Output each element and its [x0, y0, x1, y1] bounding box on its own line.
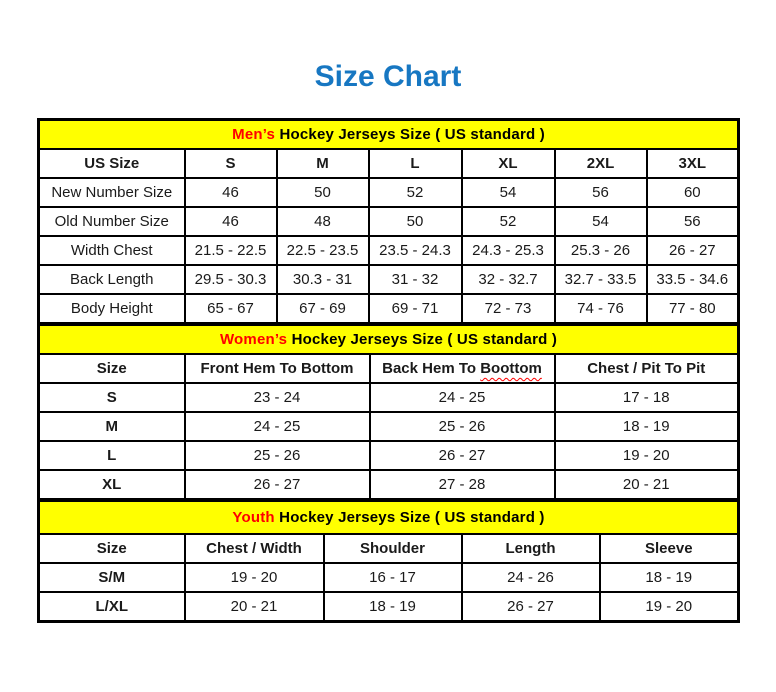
womens-banner-highlight: Women’s — [219, 331, 288, 348]
column-header: XL — [462, 149, 555, 178]
size-value: 54 — [462, 178, 555, 207]
table-row — [39, 441, 739, 470]
row-label: Back Length — [39, 265, 185, 294]
size-value: 24 - 26 — [462, 563, 600, 592]
row-label: M — [39, 412, 185, 441]
size-value: 72 - 73 — [462, 294, 555, 324]
table-row — [39, 592, 739, 622]
youth-banner-text: Hockey Jerseys Size ( US standard ) — [274, 509, 545, 526]
youth-size-table — [37, 499, 740, 623]
womens-section-banner — [39, 325, 739, 355]
row-label: L — [39, 441, 185, 470]
size-value: 52 — [369, 178, 462, 207]
womens-banner-row — [39, 325, 739, 355]
row-label: XL — [39, 470, 185, 500]
row-label: Width Chest — [39, 236, 185, 265]
size-value: 46 — [185, 207, 277, 236]
size-value: 54 — [555, 207, 647, 236]
column-header: Front Hem To Bottom — [185, 354, 370, 383]
column-header: US Size — [39, 149, 185, 178]
size-value: 50 — [369, 207, 462, 236]
size-value: 25 - 26 — [370, 412, 555, 441]
row-label: L/XL — [39, 592, 185, 622]
table-row — [39, 294, 739, 324]
size-value: 69 - 71 — [369, 294, 462, 324]
size-value: 26 - 27 — [647, 236, 739, 265]
mens-banner-highlight: Men’s — [232, 126, 276, 143]
mens-section-banner — [39, 120, 739, 150]
size-value: 16 - 17 — [324, 563, 462, 592]
table-row — [39, 563, 739, 592]
size-value: 25 - 26 — [185, 441, 370, 470]
size-value: 48 — [277, 207, 369, 236]
row-label: New Number Size — [39, 178, 185, 207]
column-header: Length — [462, 534, 600, 563]
size-value: 24 - 25 — [185, 412, 370, 441]
mens-size-table — [37, 118, 740, 325]
table-row — [39, 265, 739, 294]
size-value: 20 - 21 — [185, 592, 324, 622]
size-value: 23 - 24 — [185, 383, 370, 412]
page-title: Size Chart — [314, 60, 462, 93]
row-label: S — [39, 383, 185, 412]
size-value: 60 — [647, 178, 739, 207]
size-value: 18 - 19 — [324, 592, 462, 622]
size-value: 32.7 - 33.5 — [555, 265, 647, 294]
table-row — [39, 470, 739, 500]
size-value: 23.5 - 24.3 — [369, 236, 462, 265]
column-header — [370, 354, 555, 383]
size-value: 26 - 27 — [370, 441, 555, 470]
table-row — [39, 178, 739, 207]
table-row — [39, 412, 739, 441]
size-value: 19 - 20 — [600, 592, 739, 622]
youth-section-banner — [39, 501, 739, 535]
mens-header-row — [39, 149, 739, 178]
size-value: 56 — [555, 178, 647, 207]
size-value: 21.5 - 22.5 — [185, 236, 277, 265]
size-value: 29.5 - 30.3 — [185, 265, 277, 294]
size-value: 33.5 - 34.6 — [647, 265, 739, 294]
column-header: Sleeve — [600, 534, 739, 563]
size-value: 67 - 69 — [277, 294, 369, 324]
misspelled-word: Boottom — [480, 360, 542, 377]
size-value: 74 - 76 — [555, 294, 647, 324]
size-value: 31 - 32 — [369, 265, 462, 294]
size-value: 46 — [185, 178, 277, 207]
column-header: S — [185, 149, 277, 178]
size-value: 50 — [277, 178, 369, 207]
size-value: 27 - 28 — [370, 470, 555, 500]
size-value: 17 - 18 — [555, 383, 739, 412]
column-header: Chest / Pit To Pit — [555, 354, 739, 383]
row-label: Old Number Size — [39, 207, 185, 236]
mens-banner-text: Hockey Jerseys Size ( US standard ) — [275, 126, 545, 143]
row-label: Body Height — [39, 294, 185, 324]
column-header: Shoulder — [324, 534, 462, 563]
mens-banner-row — [39, 120, 739, 150]
column-header: 2XL — [555, 149, 647, 178]
womens-size-table — [37, 323, 740, 501]
womens-banner-text: Hockey Jerseys Size ( US standard ) — [287, 331, 558, 348]
size-value: 24 - 25 — [370, 383, 555, 412]
size-value: 25.3 - 26 — [555, 236, 647, 265]
size-value: 65 - 67 — [185, 294, 277, 324]
column-header-text: Back Hem To — [382, 360, 481, 377]
size-value: 18 - 19 — [555, 412, 739, 441]
table-row — [39, 236, 739, 265]
column-header: Chest / Width — [185, 534, 324, 563]
size-chart-tables — [37, 118, 737, 623]
size-value: 26 - 27 — [185, 470, 370, 500]
table-row — [39, 383, 739, 412]
size-value: 26 - 27 — [462, 592, 600, 622]
youth-banner-row — [39, 501, 739, 535]
size-value: 19 - 20 — [555, 441, 739, 470]
column-header: M — [277, 149, 369, 178]
table-row — [39, 207, 739, 236]
size-value: 30.3 - 31 — [277, 265, 369, 294]
size-value: 32 - 32.7 — [462, 265, 555, 294]
size-value: 22.5 - 23.5 — [277, 236, 369, 265]
size-value: 19 - 20 — [185, 563, 324, 592]
column-header: Size — [39, 534, 185, 563]
size-value: 20 - 21 — [555, 470, 739, 500]
column-header: 3XL — [647, 149, 739, 178]
youth-banner-highlight: Youth — [232, 509, 275, 526]
size-value: 56 — [647, 207, 739, 236]
row-label: S/M — [39, 563, 185, 592]
size-value: 24.3 - 25.3 — [462, 236, 555, 265]
size-value: 77 - 80 — [647, 294, 739, 324]
womens-header-row — [39, 354, 739, 383]
column-header: Size — [39, 354, 185, 383]
size-value: 52 — [462, 207, 555, 236]
size-value: 18 - 19 — [600, 563, 739, 592]
column-header: L — [369, 149, 462, 178]
youth-header-row — [39, 534, 739, 563]
